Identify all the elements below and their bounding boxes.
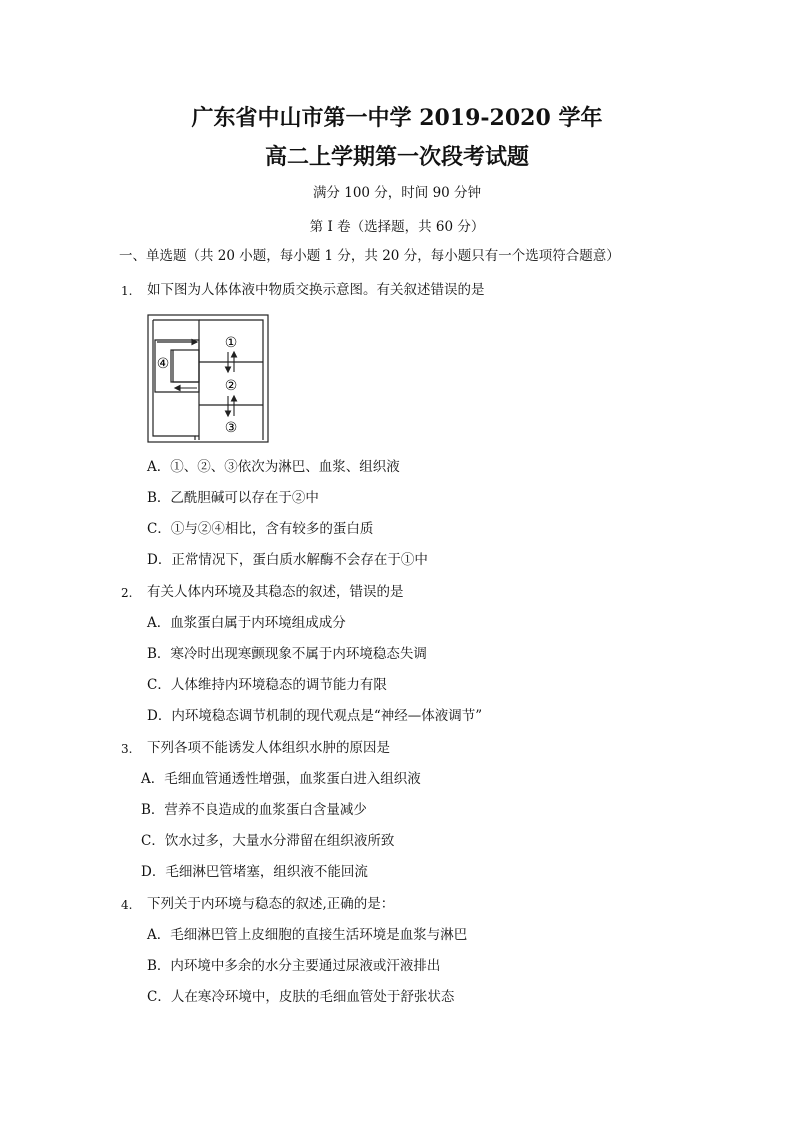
label-1: ①	[224, 335, 238, 351]
option-a: A．血浆蛋白属于内环境组成成分	[147, 615, 346, 631]
option-a: A．①、②、③依次为淋巴、血浆、组织液	[147, 459, 400, 475]
option-b: B．内环境中多余的水分主要通过尿液或汗液排出	[147, 958, 441, 974]
option-a: A．毛细血管通透性增强，血浆蛋白进入组织液	[141, 771, 421, 787]
option-d: D．正常情况下，蛋白质水解酶不会存在于①中	[147, 552, 428, 568]
question-stem: 如下图为人体体液中物质交换示意图。有关叙述错误的是	[147, 282, 485, 298]
option-c: C．饮水过多，大量水分滞留在组织液所致	[141, 833, 395, 849]
volume-heading: 第 I 卷（选择题，共 60 分）	[309, 219, 485, 235]
question-number: 4.	[121, 898, 133, 912]
option-d: D．内环境稳态调节机制的现代观点是“神经—体液调节”	[147, 708, 483, 724]
question-stem: 下列各项不能诱发人体组织水肿的原因是	[147, 740, 390, 756]
option-c: C．①与②④相比，含有较多的蛋白质	[147, 521, 374, 537]
label-3: ③	[224, 420, 238, 436]
question-stem: 有关人体内环境及其稳态的叙述，错误的是	[147, 584, 404, 600]
option-c: C．人在寒冷环境中，皮肤的毛细血管处于舒张状态	[147, 989, 455, 1005]
option-b: B．营养不良造成的血浆蛋白含量减少	[141, 802, 367, 818]
option-b: B．乙酰胆碱可以存在于②中	[147, 490, 319, 506]
option-d: D．毛细淋巴管堵塞，组织液不能回流	[141, 864, 368, 880]
exam-title: 广东省中山市第一中学 2019-2020 学年	[191, 105, 603, 131]
question-number: 1.	[121, 284, 133, 298]
option-b: B．寒冷时出现寒颤现象不属于内环境稳态失调	[147, 646, 427, 662]
label-2: ②	[224, 378, 238, 394]
question-number: 3.	[121, 742, 133, 756]
question-number: 2.	[121, 586, 133, 600]
exam-subtitle: 高二上学期第一次段考试题	[264, 144, 529, 170]
option-a: A．毛细淋巴管上皮细胞的直接生活环境是血浆与淋巴	[147, 927, 468, 943]
label-4: ④	[156, 356, 170, 372]
exam-meta: 满分 100 分，时间 90 分钟	[312, 185, 482, 201]
option-c: C．人体维持内环境稳态的调节能力有限	[147, 677, 387, 693]
section-heading: 一、单选题（共 20 小题，每小题 1 分，共 20 分，每小题只有一个选项符合题意）	[119, 248, 620, 264]
body-fluid-exchange-diagram	[147, 314, 271, 444]
question-stem: 下列关于内环境与稳态的叙述,正确的是：	[147, 896, 395, 912]
